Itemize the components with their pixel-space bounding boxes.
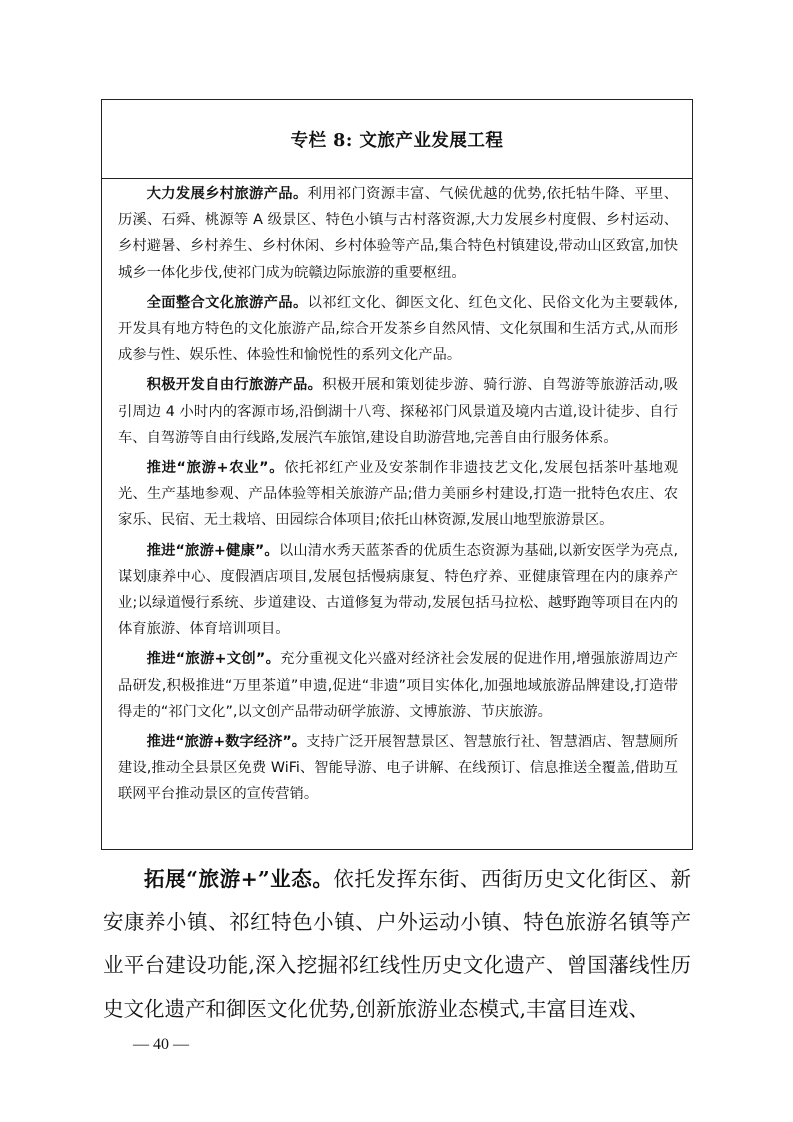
column-body	[102, 181, 692, 808]
column-paragraph	[118, 290, 678, 369]
paragraph-body: 支持广泛开展智慧景区、智慧旅行社、智慧酒店、智慧厕所建设,推动全县景区免费 WiFi、智能导游、电子讲解、在线预订、信息推送全覆盖,借助互联网平台推动景区的宣传营销。	[118, 734, 678, 803]
paragraph-lead: 积极开发自由行旅游产品。	[146, 377, 323, 394]
page-number: — 40 —	[133, 1036, 189, 1053]
paragraph-lead: 推进“旅游+健康”。	[146, 542, 279, 559]
paragraph-lead: 大力发展乡村旅游产品。	[146, 186, 308, 202]
column-paragraph	[118, 646, 678, 725]
column-title: 专栏 8: 文旅产业发展工程	[102, 100, 692, 179]
body-paragraph-lead: 拓展“旅游+”业态。	[144, 867, 334, 891]
column-paragraph	[118, 181, 678, 286]
paragraph-lead: 推进“旅游+数字经济”。	[146, 734, 307, 751]
paragraph-lead: 推进“旅游+农业”。	[146, 460, 285, 477]
column-paragraph	[118, 372, 678, 451]
paragraph-body: 依托祁红产业及安茶制作非遗技艺文化,发展包括茶叶基地观光、生产基地参观、产品体验等相关旅游产品;借力美丽乡村建设,打造一批特色农庄、农家乐、民宿、无土栽培、田园综合体项目;依托山林资源,发展山地型旅游景区。	[118, 460, 679, 529]
paragraph-body: 充分重视文化兴盛对经济社会发展的促进作用,增强旅游周边产品研发,积极推进“万里茶道”申遗,促进“非遗”项目实体化,加强地域旅游品牌建设,打造带得走的“祁门文化”,以文创产品带动研学旅游、文博旅游、节庆旅游。	[118, 651, 678, 720]
column-paragraph	[118, 455, 678, 534]
column-box	[101, 99, 693, 850]
paragraph-lead: 推进“旅游+文创”。	[146, 651, 281, 668]
paragraph-body: 以祁红文化、御医文化、红色文化、民俗文化为主要载体,开发具有地方特色的文化旅游产品,综合开发茶乡自然风情、文化氛围和生活方式,从而形成参与性、娱乐性、体验性和愉悦性的系列文化产品。	[118, 294, 678, 364]
paragraph-body: 利用祁门资源丰富、气候优越的优势,依托牯牛降、平里、历溪、石舜、桃源等 A 级景区、特色小镇与古村落资源,大力发展乡村度假、乡村运动、乡村避暑、乡村养生、乡村休闲、乡村体验等产品,集合特色村镇建设,带动山区致富,加快城乡一体化步伐,使祁门成为皖赣边际旅游的重要枢纽。	[118, 186, 678, 281]
column-paragraph	[118, 729, 678, 808]
body-paragraph-text: 依托发挥东街、西街历史文化街区、新安康养小镇、祁红特色小镇、户外运动小镇、特色旅游名镇等产业平台建设功能,深入挖掘祁红线性历史文化遗产、曾国藩线性历史文化遗产和御医文化优势,创新旅游业态模式,丰富目连戏、	[103, 867, 691, 1021]
paragraph-lead: 全面整合文化旅游产品。	[146, 294, 308, 311]
paragraph-body: 以山清水秀天蓝茶香的优质生态资源为基础,以新安医学为亮点,谋划康养中心、度假酒店项目,发展包括慢病康复、特色疗养、亚健康管理在内的康养产业;以绿道慢行系统、步道建设、古道修复为带动,发展包括马拉松、越野跑等项目在内的体育旅游、体育培训项目。	[118, 542, 678, 638]
column-paragraph	[118, 538, 678, 643]
paragraph-body: 积极开展和策划徒步游、骑行游、自驾游等旅游活动,吸引周边 4 小时内的客源市场,沿倒湖十八弯、探秘祁门风景道及境内古道,设计徒步、自行车、自驾游等自由行线路,发展汽车旅馆,建设自助游营地,完善自由行服务体系。	[118, 377, 679, 446]
body-paragraph	[103, 858, 691, 1031]
